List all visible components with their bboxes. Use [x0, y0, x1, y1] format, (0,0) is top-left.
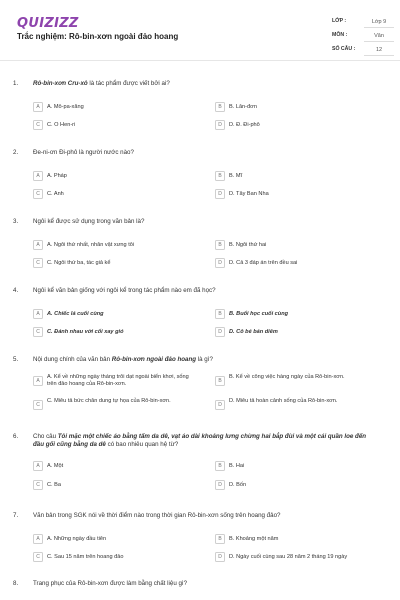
question-number: 2. [13, 149, 19, 156]
option-letter-box: C [33, 480, 43, 490]
option-letter-box: B [215, 376, 225, 386]
option-text: A. Ngôi thứ nhất, nhân vật xưng tôi [47, 241, 135, 248]
option-text: D. Ngày cuối cùng sau 28 năm 2 tháng 19 ngày [229, 553, 348, 560]
question-text-part: Trang phục của Rô-bin-xơn được làm bằng chất liệu gì? [33, 580, 188, 587]
question-text-part: Văn bản trong SGK nói về thời điểm nào trong thời gian Rô-bin-xơn sống trên hoang đảo? [33, 512, 281, 519]
option-letter-box: D [215, 189, 225, 199]
option-text: B. Ngôi thứ hai [229, 241, 267, 248]
option-text: A. Một [47, 462, 64, 469]
option-d[interactable] [215, 256, 375, 270]
option-text: C. Ba [47, 481, 61, 488]
question-number: 5. [13, 356, 19, 363]
question-text-part: Cho câu [33, 433, 58, 440]
option-text: D. Cả 3 đáp án trên đều sai [229, 259, 298, 266]
question-text [33, 287, 373, 295]
option-letter-box: C [33, 258, 43, 268]
option-a[interactable] [33, 100, 193, 114]
option-c[interactable] [33, 478, 193, 492]
question-number: 1. [13, 80, 19, 87]
option-text: D. Đ. Đi-phô [229, 121, 260, 128]
question-number: 3. [13, 218, 19, 225]
option-c[interactable] [33, 256, 193, 270]
option-letter-box: D [215, 258, 225, 268]
option-b[interactable] [215, 169, 375, 183]
option-letter-box: D [215, 327, 225, 337]
option-d[interactable] [215, 478, 375, 492]
option-letter-box: A [33, 240, 43, 250]
option-text: A. Những ngày đầu tiên [47, 535, 107, 542]
question-text-part: Tôi mặc một chiếc áo bằng tấm da dê, vạt áo dài khoảng lưng chừng hai bắp đùi và một cái quần loe đến đầu gối cũng bằng da dê [33, 433, 367, 448]
option-text: C. O Hen-ri [47, 121, 76, 128]
meta-row-class [332, 16, 394, 30]
option-letter-box: D [215, 480, 225, 490]
option-b[interactable] [215, 459, 375, 473]
option-text: A. Kể về những ngày tháng trôi dạt ngoài biển khơi, sống trên đảo hoang của Rô-bin-xơn. [47, 374, 189, 387]
option-d[interactable] [215, 187, 375, 201]
question-text-part: Nội dung chính của văn bản [33, 356, 112, 363]
question-text [33, 433, 373, 449]
option-c[interactable] [33, 325, 193, 339]
question-text-part: là tác phẩm được viết bởi ai? [87, 80, 170, 87]
question-text [33, 512, 373, 520]
question-number: 8. [13, 580, 19, 587]
option-b[interactable] [215, 238, 375, 252]
option-text: B. Mĩ [229, 172, 243, 179]
question-text [33, 356, 373, 364]
option-text: B. Kể về công việc hàng ngày của Rô-bin-xơn. [229, 374, 345, 380]
option-a[interactable] [33, 307, 193, 321]
option-a[interactable] [33, 532, 193, 546]
option-letter-box: B [215, 534, 225, 544]
option-letter-box: A [33, 376, 43, 386]
option-text: A. Chiếc lá cuối cùng [47, 310, 104, 317]
question-number: 6. [13, 433, 19, 440]
option-letter-box: A [33, 534, 43, 544]
option-letter-box: C [33, 327, 43, 337]
question-text [33, 149, 373, 157]
option-a[interactable] [33, 459, 193, 473]
question-number: 7. [13, 512, 19, 519]
option-d[interactable] [215, 398, 375, 418]
option-d[interactable] [215, 118, 375, 132]
option-a[interactable] [33, 169, 193, 183]
question-text-part: Ngôi kể văn bản giống với ngôi kể trong tác phẩm nào em đã học? [33, 287, 216, 294]
option-text: D. Tây Ban Nha [229, 190, 269, 197]
meta-value: 12 [364, 44, 394, 56]
worksheet-meta [332, 16, 394, 58]
option-letter-box: A [33, 461, 43, 471]
question-number: 4. [13, 287, 19, 294]
question-text [33, 218, 373, 226]
option-text: C. Đánh nhau với cối xay gió [47, 328, 124, 335]
quizizz-logo: QUIZIZZ [17, 16, 79, 31]
option-b[interactable] [215, 374, 375, 394]
worksheet-header [8, 10, 392, 60]
option-letter-box: D [215, 120, 225, 130]
option-text: D. Miêu tả hoàn cảnh sống của Rô-bin-xơn. [229, 398, 338, 404]
meta-label: SỐ CÂU : [332, 46, 356, 52]
option-text: B. Buổi học cuối cùng [229, 310, 289, 317]
option-c[interactable] [33, 118, 193, 132]
option-text: B. Khoảng một năm [229, 535, 279, 542]
option-letter-box: B [215, 309, 225, 319]
option-letter-box: D [215, 552, 225, 562]
question-text-part: Rô-bin-xơn ngoài đảo hoang [111, 356, 197, 363]
meta-value: Lớp 9 [364, 16, 394, 28]
option-letter-box: A [33, 309, 43, 319]
option-c[interactable] [33, 398, 193, 418]
option-b[interactable] [215, 532, 375, 546]
option-d[interactable] [215, 550, 375, 564]
meta-row-subject [332, 30, 394, 44]
option-text: C. Miêu tả bức chân dung tự họa của Rô-bin-xơn. [47, 398, 171, 404]
option-letter-box: C [33, 552, 43, 562]
question-text [33, 80, 373, 88]
question-text-part: là gì? [196, 356, 213, 363]
option-letter-box: A [33, 102, 43, 112]
option-letter-box: C [33, 400, 43, 410]
option-text: B. Hai [229, 462, 245, 469]
option-text: B. Lân-đơn [229, 103, 257, 110]
meta-row-count [332, 44, 394, 58]
option-b[interactable] [215, 307, 375, 321]
option-text: A. Mô-pa-xăng [47, 103, 84, 110]
option-a[interactable] [33, 238, 193, 252]
option-text: C. Anh [47, 190, 64, 197]
option-letter-box: C [33, 120, 43, 130]
option-text: D. Cô bé bán diêm [229, 328, 278, 335]
option-letter-box: A [33, 171, 43, 181]
meta-label: MÔN : [332, 32, 348, 38]
option-letter-box: C [33, 189, 43, 199]
question-text-part: Ngôi kể được sử dụng trong văn bản là? [33, 218, 145, 225]
option-text: A. Pháp [47, 172, 67, 179]
header-divider [0, 60, 400, 61]
option-letter-box: D [215, 400, 225, 410]
option-c[interactable] [33, 550, 193, 564]
page-title: Trắc nghiệm: Rô-bin-xơn ngoài đảo hoang [17, 32, 179, 41]
option-a[interactable] [33, 374, 193, 394]
meta-label: LỚP : [332, 18, 347, 24]
option-letter-box: B [215, 102, 225, 112]
meta-value: Văn [364, 30, 394, 42]
option-letter-box: B [215, 171, 225, 181]
option-b[interactable] [215, 100, 375, 114]
option-c[interactable] [33, 187, 193, 201]
option-text: D. Bốn [229, 481, 247, 488]
question-text [33, 580, 373, 588]
option-text: C. Sau 15 năm trên hoang đảo [47, 553, 124, 560]
option-letter-box: B [215, 240, 225, 250]
option-letter-box: B [215, 461, 225, 471]
option-d[interactable] [215, 325, 375, 339]
option-text: C. Ngôi thứ ba, tác giả kể [47, 259, 111, 266]
question-text-part: có bao nhiêu quan hệ từ? [105, 441, 179, 448]
question-text-part: Đe-ni-ơn Đi-phô là người nước nào? [33, 149, 134, 156]
question-text-part: Rô-bin-xơn Cru-xô [33, 80, 88, 87]
